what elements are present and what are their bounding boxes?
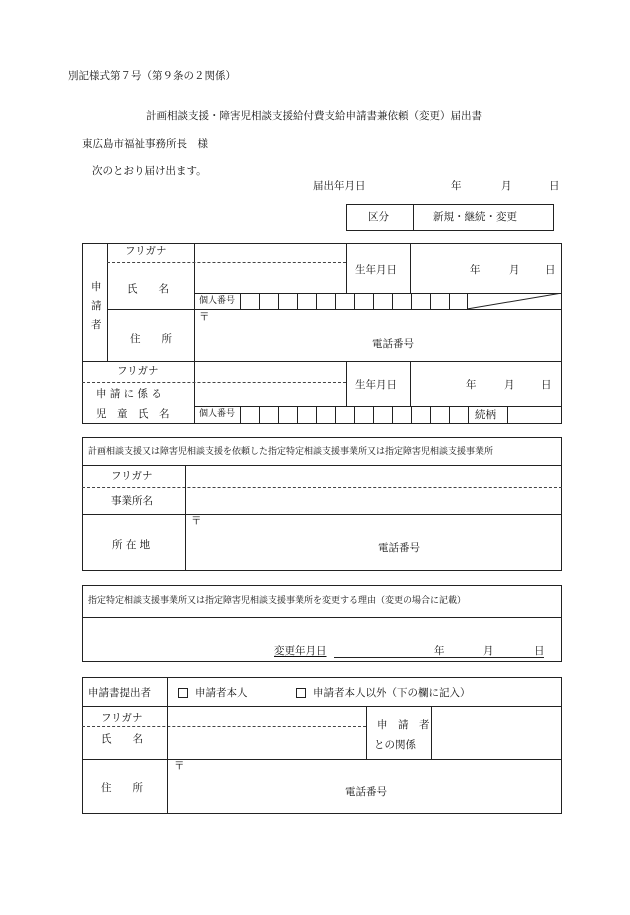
office-postal-mark: 〒: [191, 515, 202, 527]
applicant-furigana-label: フリガナ: [125, 245, 167, 257]
child-birth-label: 生年月日: [355, 379, 397, 391]
applicant-birth-month[interactable]: 月: [509, 264, 520, 276]
intro-text: 次のとおり届け出ます。: [92, 165, 207, 177]
option-applicant-checkbox[interactable]: [178, 688, 188, 698]
office-name-label: 事業所名: [111, 495, 153, 507]
applicant-name-label: 氏 名: [127, 283, 169, 295]
applicant-birth-label: 生年月日: [355, 264, 397, 276]
submitter-label: 申請書提出者: [88, 687, 151, 699]
child-birth-year[interactable]: 年: [466, 379, 477, 391]
change-heading: 指定特定相談支援事業所又は指定障害児相談支援事業所を変更する理由（変更の場合に記載）: [88, 596, 467, 606]
option-other-checkbox[interactable]: [296, 688, 306, 698]
filing-date-label: 届出年月日: [313, 180, 366, 192]
submitter-postal-mark: 〒: [174, 760, 185, 772]
option-other-label: 申請者本人以外（下の欄に記入）: [313, 687, 471, 699]
applicant-birth-year[interactable]: 年: [470, 264, 481, 276]
submitter-relation-label-2: との関係: [374, 739, 416, 751]
office-furigana-label: フリガナ: [111, 470, 153, 482]
child-birth-day[interactable]: 日: [541, 379, 552, 391]
applicant-side-2: 請: [91, 300, 102, 312]
filing-year[interactable]: 年: [451, 180, 462, 192]
form-title: 計画相談支援・障害児相談支援給付費支給申請書兼依頼（変更）届出書: [146, 110, 482, 122]
applicant-address-label: 住 所: [130, 333, 172, 345]
applicant-phone-label: 電話番号: [372, 338, 414, 350]
child-relation-label: 続柄: [475, 409, 496, 421]
office-phone-label: 電話番号: [378, 542, 420, 554]
filing-day[interactable]: 日: [549, 180, 560, 192]
child-birth-month[interactable]: 月: [504, 379, 515, 391]
applicant-side-1: 申: [91, 281, 102, 293]
filing-month[interactable]: 月: [501, 180, 512, 192]
change-month[interactable]: 月: [483, 645, 494, 657]
office-heading: 計画相談支援又は障害児相談支援を依頼した指定特定相談支援事業所又は指定障害児相談支援事業所: [88, 447, 494, 457]
child-name-label-2: 児 童 氏 名: [96, 408, 170, 420]
change-date-label: 変更年月日: [274, 645, 327, 657]
applicant-id-label: 個人番号: [199, 296, 236, 306]
applicant-id-slash: [467, 293, 562, 309]
submitter-name-label: 氏 名: [101, 733, 143, 745]
category-label: 区分: [368, 211, 389, 223]
child-furigana-label: フリガナ: [117, 365, 159, 377]
applicant-side-3: 者: [91, 319, 102, 331]
child-id-label: 個人番号: [199, 409, 236, 419]
category-value[interactable]: 新規・継続・変更: [433, 211, 517, 223]
change-day[interactable]: 日: [534, 645, 545, 657]
submitter-relation-label-1: 申 請 者: [377, 719, 430, 731]
submitter-address-label: 住 所: [101, 782, 143, 794]
applicant-birth-day[interactable]: 日: [545, 264, 556, 276]
applicant-postal-mark: 〒: [199, 311, 210, 323]
option-applicant-label: 申請者本人: [195, 687, 248, 699]
office-table: [82, 437, 562, 571]
submitter-furigana-label: フリガナ: [101, 712, 143, 724]
child-name-label-1: 申 請 に 係 る: [96, 388, 162, 400]
addressee: 東広島市福祉事務所長 様: [82, 138, 208, 150]
submitter-phone-label: 電話番号: [345, 786, 387, 798]
office-location-label: 所 在 地: [112, 539, 151, 551]
change-year[interactable]: 年: [434, 645, 445, 657]
form-number: 別記様式第７号（第９条の２関係）: [68, 70, 236, 82]
